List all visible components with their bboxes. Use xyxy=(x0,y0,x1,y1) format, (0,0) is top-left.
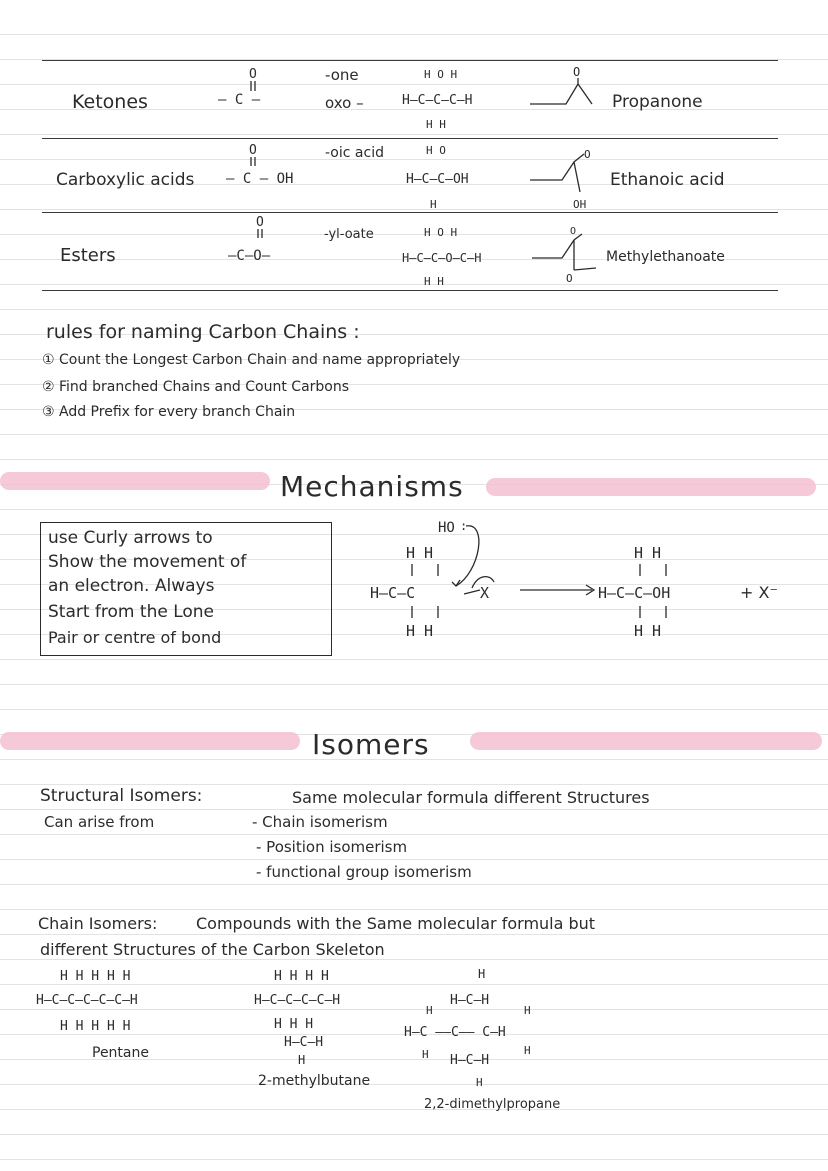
rules-title: rules for naming Carbon Chains : xyxy=(46,321,360,343)
isomers-highlight-right xyxy=(470,732,822,750)
svg-text:– C –: – C – xyxy=(218,92,261,108)
svg-text:H–C–H: H–C–H xyxy=(450,993,490,1008)
dimethylpropane-label: 2,2-dimethylpropane xyxy=(424,1097,561,1112)
svg-text:H H H H H: H H H H H xyxy=(60,969,131,984)
esters-suffix: -yl-oate xyxy=(324,227,374,242)
svg-text:O: O xyxy=(256,215,264,230)
rules-item-3: ③ Add Prefix for every branch Chain xyxy=(42,404,296,420)
svg-text:H H H H: H H H H xyxy=(274,969,329,984)
chain-isomers-text-1: Compounds with the Same molecular formula but xyxy=(196,914,596,933)
svg-text:O: O xyxy=(249,67,257,82)
svg-text:H–C–C: H–C–C xyxy=(370,584,416,602)
svg-text:H–C–C–O–C–H: H–C–C–O–C–H xyxy=(402,251,482,265)
svg-text:H O H: H O H xyxy=(424,68,458,81)
chain-isomers-label: Chain Isomers: xyxy=(38,914,158,933)
svg-text:X: X xyxy=(480,584,490,602)
svg-text:H–C–C–C–C–C–H: H–C–C–C–C–C–H xyxy=(36,993,138,1008)
mechanism-note-line-4: Start from the Lone xyxy=(48,602,215,622)
mechanism-diagram xyxy=(360,512,820,652)
carboxylic-name: Carboxylic acids xyxy=(56,170,195,190)
carboxylic-example: Ethanoic acid xyxy=(610,170,725,190)
svg-text:H–C–H: H–C–H xyxy=(450,1053,490,1068)
svg-text:OH: OH xyxy=(573,198,587,211)
svg-text:H O H: H O H xyxy=(424,226,458,239)
ketones-prefix: oxo – xyxy=(325,94,364,112)
svg-text:H: H xyxy=(524,1044,531,1057)
mechanisms-highlight-left xyxy=(0,472,270,490)
svg-text:H H H: H H H xyxy=(274,1017,314,1032)
svg-text:H H: H H xyxy=(424,275,444,288)
carboxylic-formula: – C – OH xyxy=(226,171,294,187)
methylbutane-label: 2-methylbutane xyxy=(258,1073,371,1089)
svg-text:H: H xyxy=(430,198,437,211)
svg-text:H–C–H: H–C–H xyxy=(284,1035,324,1050)
carboxylic-suffix: -oic acid xyxy=(325,145,384,161)
table-structures xyxy=(0,0,828,300)
mechanism-note-line-1: use Curly arrows to xyxy=(48,528,213,548)
svg-text:H: H xyxy=(524,1004,531,1017)
svg-text:O: O xyxy=(570,226,577,237)
structural-arise: Can arise from xyxy=(44,813,155,831)
svg-text:H H: H H xyxy=(634,622,662,640)
svg-text:H: H xyxy=(298,1053,306,1067)
svg-text:–C–O–: –C–O– xyxy=(228,248,271,264)
svg-text:H: H xyxy=(422,1048,429,1061)
mechanism-product-extra: + X⁻ xyxy=(740,583,778,602)
mechanism-note-line-3: an electron. Always xyxy=(48,576,215,596)
mechanism-note-line-5: Pair or centre of bond xyxy=(48,628,222,647)
svg-text:H–C–C–OH: H–C–C–OH xyxy=(406,172,469,187)
chain-isomers-text-2: different Structures of the Carbon Skeleton xyxy=(40,940,385,959)
isomers-heading: Isomers xyxy=(312,728,430,761)
isomers-highlight-left xyxy=(0,732,300,750)
structural-type-functional: - functional group isomerism xyxy=(256,863,472,881)
svg-text:H H: H H xyxy=(634,544,662,562)
mechanisms-highlight-right xyxy=(486,478,816,496)
svg-text:HO: HO xyxy=(438,520,455,536)
rules-item-1: ① Count the Longest Carbon Chain and name appropriately xyxy=(42,352,461,368)
svg-text:O: O xyxy=(249,143,257,158)
structural-type-chain: - Chain isomerism xyxy=(252,813,388,831)
rules-item-2: ② Find branched Chains and Count Carbons xyxy=(42,379,350,395)
esters-example: Methylethanoate xyxy=(606,249,725,265)
svg-text:H–C ——C—— C–H: H–C ——C—— C–H xyxy=(404,1025,506,1040)
structural-isomers-text: Same molecular formula different Structures xyxy=(292,788,650,807)
svg-text:H O: H O xyxy=(426,144,446,157)
structural-isomers-label: Structural Isomers: xyxy=(40,786,203,806)
svg-text:H–C–C–OH: H–C–C–OH xyxy=(598,584,671,602)
svg-text:H: H xyxy=(426,1004,433,1017)
esters-name: Esters xyxy=(60,245,116,266)
pentane-label: Pentane xyxy=(92,1045,149,1061)
svg-text:H H: H H xyxy=(406,544,434,562)
svg-text:H–C–C–C–C–H: H–C–C–C–C–H xyxy=(254,993,341,1008)
mechanism-note-line-2: Show the movement of xyxy=(48,552,247,572)
svg-text::: : xyxy=(460,519,468,533)
ketones-name: Ketones xyxy=(72,91,148,113)
ketones-suffix: -one xyxy=(325,66,359,84)
svg-text:H H H H H: H H H H H xyxy=(60,1019,131,1034)
svg-text:O: O xyxy=(573,65,581,79)
mechanisms-heading: Mechanisms xyxy=(280,470,464,503)
ketones-example: Propanone xyxy=(612,92,703,112)
svg-text:O: O xyxy=(566,272,573,285)
svg-text:H H: H H xyxy=(426,118,446,131)
svg-text:H: H xyxy=(476,1076,483,1089)
svg-text:O: O xyxy=(584,148,591,161)
svg-text:H H: H H xyxy=(406,622,434,640)
structural-type-position: - Position isomerism xyxy=(256,838,408,856)
svg-text:H: H xyxy=(478,967,486,981)
svg-text:H–C–C–C–H: H–C–C–C–H xyxy=(402,93,473,108)
